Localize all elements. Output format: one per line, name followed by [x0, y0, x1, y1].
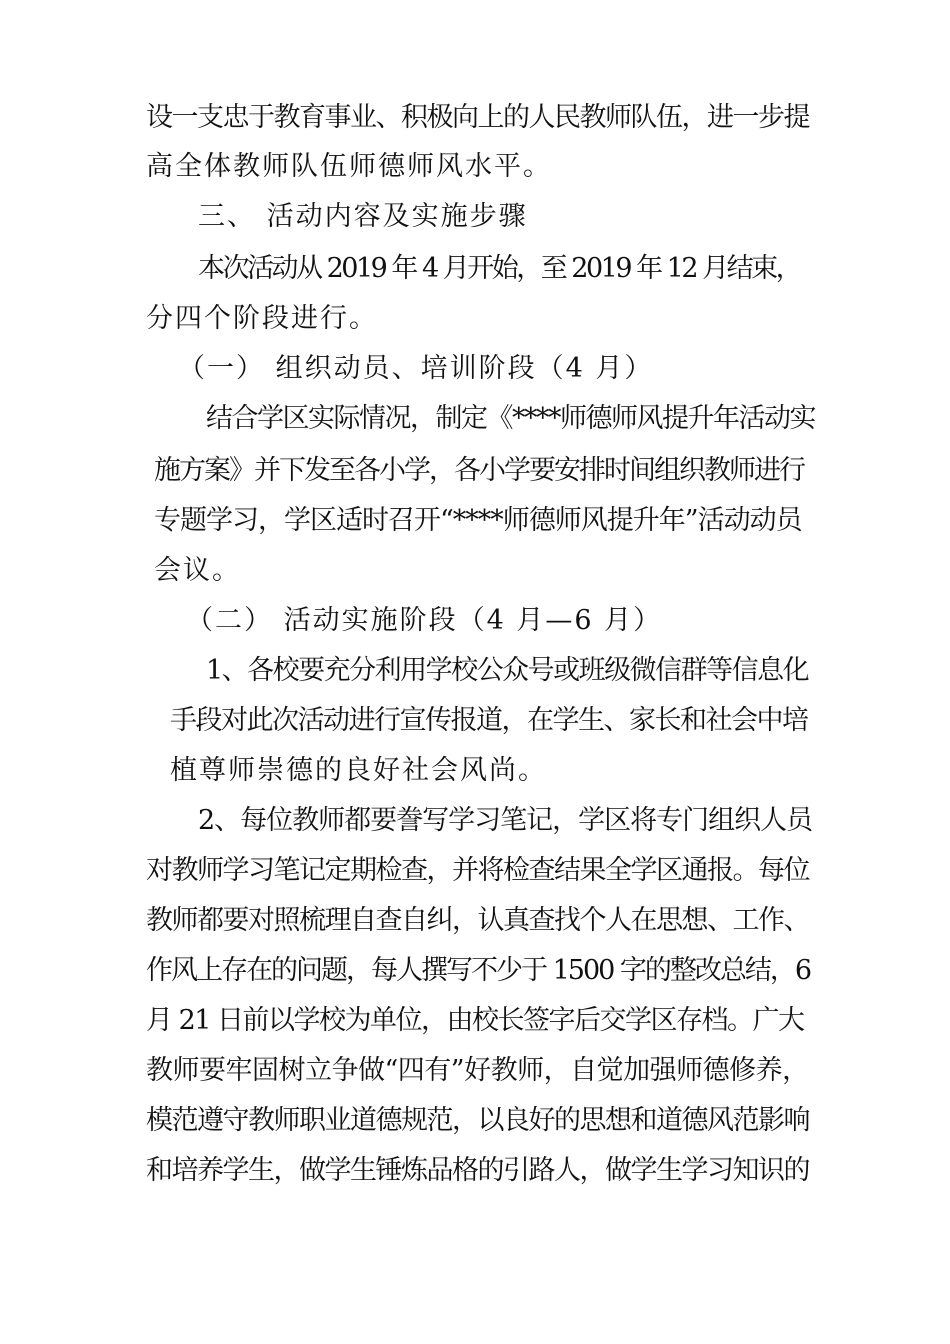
- text-line: 和培养学生，做学生锤炼品格的引路人，做学生学习知识的: [146, 1155, 809, 1186]
- text-line: 教师要牢固树立争做“四有”好教师，自觉加强师德修养，: [146, 1055, 809, 1086]
- text-line: 高全体教师队伍师德师风水平。: [146, 151, 552, 182]
- subsection-heading: （二） 活动实施阶段（4 月—6 月）: [186, 605, 663, 636]
- text-line: 植尊师崇德的良好社会风尚。: [170, 755, 547, 786]
- text-line: 2、每位教师都要誊写学习笔记，学区将专门组织人员: [198, 805, 813, 836]
- text-line: 1、各校要充分利用学校公众号或班级微信群等信息化: [206, 655, 809, 686]
- text-line: 教师都要对照梳理自查自纠，认真查找个人在思想、工作、: [146, 905, 809, 936]
- text-line: 作风上存在的问题，每人撰写不少于 1500 字的整改总结，6: [146, 955, 811, 986]
- text-line: 对教师学习笔记定期检查，并将检查结果全学区通报。每位: [146, 855, 809, 886]
- text-line: 分四个阶段进行。: [146, 303, 378, 334]
- subsection-heading: （一） 组织动员、培训阶段（4 月）: [178, 353, 654, 384]
- text-line: 手段对此次活动进行宣传报道，在学生、家长和社会中培: [170, 705, 808, 736]
- text-line: 专题学习，学区适时召开“****师德师风提升年”活动动员: [154, 505, 802, 536]
- text-line: 月 21 日前以学校为单位，由校长签字后交学区存档。广大: [146, 1005, 804, 1036]
- section-heading: 三、 活动内容及实施步骤: [198, 201, 528, 232]
- text-line: 施方案》并下发至各小学，各小学要安排时间组织教师进行: [154, 455, 804, 486]
- text-line: 模范遵守教师职业道德规范，以良好的思想和道德风范影响: [146, 1105, 809, 1136]
- text-line: 结合学区实际情况，制定《****师德师风提升年活动实: [206, 403, 815, 434]
- text-line: 设一支忠于教育事业、积极向上的人民教师队伍，进一步提: [146, 102, 809, 133]
- text-line: 本次活动从 2019 年 4 月开始，至 2019 年 12 月结束，: [198, 253, 801, 284]
- text-line: 会议。: [154, 555, 241, 586]
